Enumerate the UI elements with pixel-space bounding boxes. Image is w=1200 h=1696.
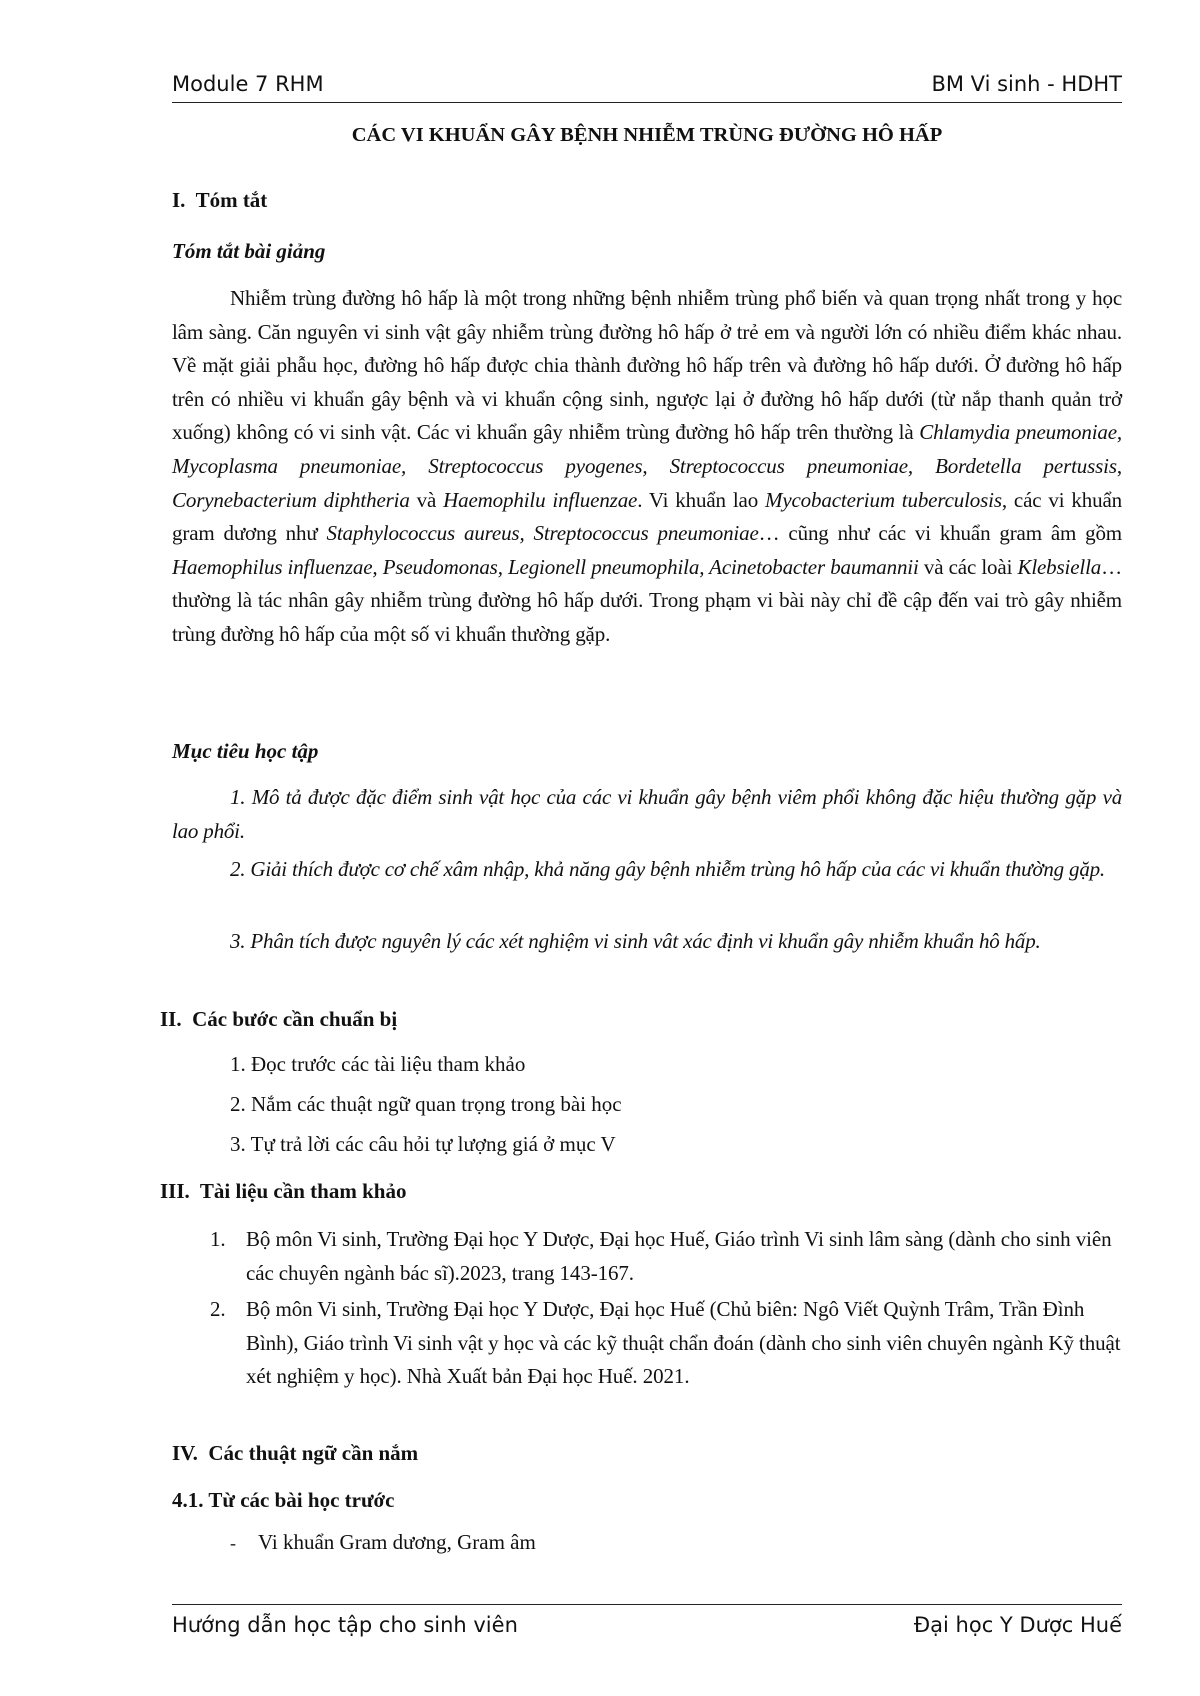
section-2-title: Các bước cần chuẩn bị bbox=[192, 1007, 398, 1031]
summary-text: , các vi khuẩn gram dương như bbox=[172, 487, 1122, 546]
section-1-heading bbox=[172, 188, 267, 213]
section-4-number: IV. bbox=[172, 1441, 198, 1465]
objective-item-1: 1. Mô tả được đặc điểm sinh vật học của các vi khuẩn gây bệnh viêm phổi không đặc hiệu thường gặp và lao phổi. bbox=[172, 785, 1122, 843]
summary-text: … thường là tác nhân gây nhiễm trùng đường hô hấp dưới. Trong phạm vi bài này chỉ đề cập đến vai trò gây nhiễm trùng đường hô hấp của một số vi khuẩn thường gặp. bbox=[172, 554, 1122, 646]
section-3-title: Tài liệu cần tham khảo bbox=[199, 1179, 407, 1203]
header-module: Module 7 RHM bbox=[172, 72, 324, 96]
footer-guide: Hướng dẫn học tập cho sinh viên bbox=[172, 1613, 518, 1637]
species-name: Chlamydia pneumoniae, Mycoplasma pneumoniae, Streptococcus pyogenes, Streptococcus pneumoniae, Bordetella pertussis bbox=[172, 420, 1122, 478]
summary-text: Nhiễm trùng đường hô hấp là một trong những bệnh nhiễm trùng phổ biến và quan trọng nhất trong y học lâm sàng. Căn nguyên vi sinh vật gây nhiễm trùng đường hô hấp ở trẻ em và người lớn có nhiều điểm khác nhau. Về mặt giải phẫu học, đường hô hấp được chia thành đường hô hấp trên và đường hô hấp dưới. Ở đường hô hấp trên có nhiều vi khuẩn gây bệnh và vi khuẩn cộng sinh, ngược lại ở đường hô hấp dưới (từ nắp thanh quản trở xuống) không có vi sinh vật. Các vi khuẩn gây nhiễm trùng đường hô hấp trên thường là bbox=[172, 286, 1122, 445]
reference-number: 2. bbox=[210, 1297, 226, 1321]
summary-heading: Tóm tắt bài giảng bbox=[172, 239, 326, 263]
summary-text: . Vi khuẩn lao bbox=[637, 487, 765, 512]
species-name: Haemophilus influenzae, Pseudomonas, Legionell pneumophila, Acinetobacter baumannii bbox=[172, 554, 919, 579]
section-2-number: II. bbox=[160, 1007, 182, 1031]
term-text: Vi khuẩn Gram dương, Gram âm bbox=[258, 1530, 536, 1554]
subsection-4-1-heading: 4.1. Từ các bài học trước bbox=[172, 1488, 395, 1512]
document-title: CÁC VI KHUẨN GÂY BỆNH NHIỄM TRÙNG ĐƯỜNG HÔ HẤP bbox=[351, 124, 943, 146]
section-3-heading bbox=[160, 1179, 406, 1204]
section-2-heading bbox=[160, 1007, 397, 1032]
section-4-heading bbox=[172, 1441, 418, 1466]
summary-text: và bbox=[409, 487, 444, 512]
species-name: Corynebacterium diphtheria bbox=[172, 487, 410, 512]
species-name: Haemophilu influenzae bbox=[443, 487, 638, 512]
prep-item-1: 1. Đọc trước các tài liệu tham khảo bbox=[230, 1052, 526, 1076]
page-header bbox=[172, 70, 1122, 103]
section-1-number: I. bbox=[172, 188, 186, 212]
prep-item-3: 3. Tự trả lời các câu hỏi tự lượng giá ở mục V bbox=[230, 1132, 616, 1156]
summary-text: , bbox=[1116, 453, 1122, 478]
species-name: Mycobacterium tuberculosis bbox=[765, 487, 1002, 512]
reference-text: Bộ môn Vi sinh, Trường Đại học Y Dược, Đại học Huế, Giáo trình Vi sinh lâm sàng (dành cho sinh viên các chuyên ngành bác sĩ).2023, trang 143-167. bbox=[246, 1227, 1112, 1285]
page-footer bbox=[172, 1604, 1122, 1645]
term-bullet-item bbox=[230, 1530, 536, 1555]
objective-item-2: 2. Giải thích được cơ chế xâm nhập, khả năng gây bệnh nhiễm trùng hô hấp của các vi khuẩn thường gặp. bbox=[230, 857, 1105, 881]
prep-item-2: 2. Nắm các thuật ngữ quan trọng trong bài học bbox=[230, 1092, 622, 1116]
section-4-title: Các thuật ngữ cần nắm bbox=[208, 1441, 419, 1465]
summary-text: … cũng như các vi khuẩn gram âm gồm bbox=[758, 521, 1122, 546]
summary-paragraph bbox=[172, 282, 1122, 652]
species-name: Staphylococcus aureus, Streptococcus pneumoniae bbox=[326, 521, 759, 546]
summary-text: và các loài bbox=[918, 554, 1018, 579]
section-1-title: Tóm tắt bbox=[195, 188, 268, 212]
objectives-heading: Mục tiêu học tập bbox=[172, 739, 319, 763]
reference-text: Bộ môn Vi sinh, Trường Đại học Y Dược, Đại học Huế (Chủ biên: Ngô Viết Quỳnh Trâm, Trần Đình Bình), Giáo trình Vi sinh vật y học và các kỹ thuật chẩn đoán (dành cho sinh viên chuyên ngành Kỹ thuật xét nghiệm y học). Nhà Xuất bản Đại học Huế. 2021. bbox=[246, 1297, 1121, 1388]
header-department: BM Vi sinh - HDHT bbox=[931, 72, 1122, 96]
species-name: Klebsiella bbox=[1017, 554, 1102, 579]
reference-number: 1. bbox=[210, 1227, 226, 1251]
reference-item-2 bbox=[210, 1293, 1122, 1394]
section-3-number: III. bbox=[160, 1179, 190, 1203]
footer-university: Đại học Y Dược Huế bbox=[913, 1613, 1122, 1637]
bullet-mark: - bbox=[230, 1533, 236, 1553]
objective-item-3: 3. Phân tích được nguyên lý các xét nghiệm vi sinh vât xác định vi khuẩn gây nhiễm khuẩn hô hấp. bbox=[230, 929, 1041, 953]
reference-item-1 bbox=[210, 1223, 1122, 1290]
